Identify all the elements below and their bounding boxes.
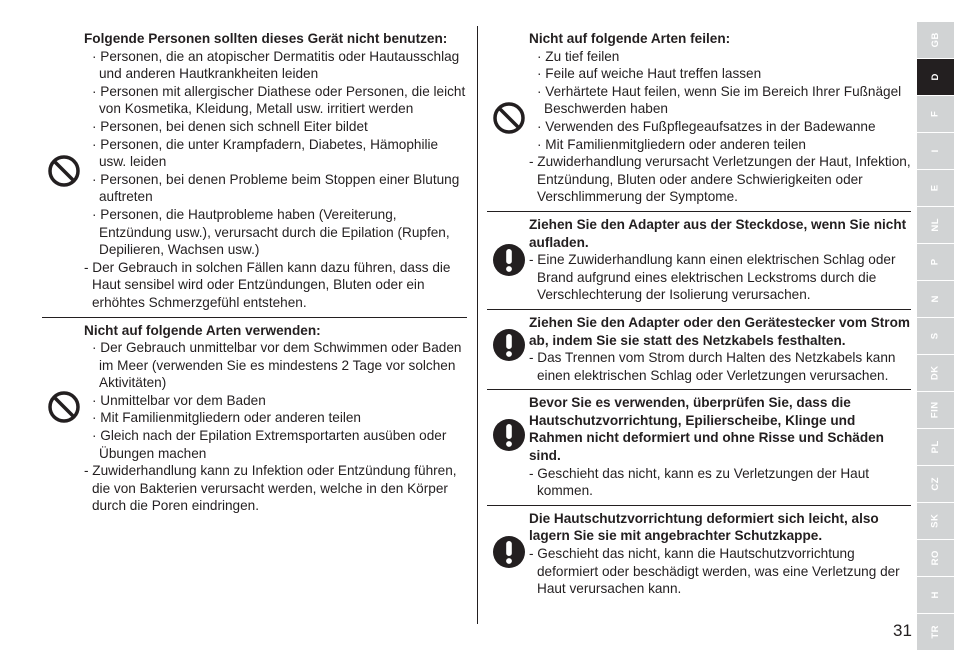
tab-label: E: [929, 184, 941, 192]
list-item: · Mit Familienmitgliedern oder anderen teilen: [537, 136, 806, 152]
column-divider: [477, 26, 478, 624]
left-column: [42, 30, 467, 515]
language-tab-d[interactable]: [917, 59, 954, 95]
language-tab-fin[interactable]: [917, 392, 954, 428]
list-item: · Mit Familienmitgliedern oder anderen teilen: [92, 410, 361, 426]
language-tab-e[interactable]: [917, 170, 954, 206]
language-tab-i[interactable]: [917, 133, 954, 169]
language-tab-pl[interactable]: [917, 429, 954, 465]
list-item: · Personen, die an atopischer Dermatitis oder Hautausschlag und anderen Hautkrankheiten leiden: [92, 48, 460, 82]
section-divider: [487, 309, 911, 310]
exclamation-icon: [491, 327, 527, 363]
block-title: Ziehen Sie den Adapter oder den Gerätestecker vom Strom ab, indem Sie sie statt des Netzkabels festhalten.: [529, 314, 910, 348]
tab-label: RO: [929, 550, 941, 566]
warning-block-adapter: [487, 216, 911, 304]
language-tab-sk[interactable]: [917, 503, 954, 539]
language-tab-dk[interactable]: [917, 355, 954, 391]
list-item: · Personen, die unter Krampfadern, Diabetes, Hämophilie usw. leiden: [92, 136, 439, 170]
block-title: Ziehen Sie den Adapter aus der Steckdose, wenn Sie nicht aufladen.: [529, 216, 907, 250]
tab-label: FIN: [929, 401, 941, 419]
list-item: · Unmittelbar vor dem Baden: [92, 392, 266, 408]
warning-block-storage: [487, 510, 911, 598]
language-tab-tr[interactable]: [917, 614, 954, 650]
exclamation-icon: [491, 242, 527, 278]
tab-label: N: [929, 295, 941, 303]
language-tab-f[interactable]: [917, 96, 954, 132]
list-item: · Personen, bei denen sich schnell Eiter bildet: [92, 118, 368, 134]
block-title: Nicht auf folgende Arten verwenden:: [84, 322, 321, 338]
list-item: · Personen, bei denen Probleme beim Stoppen einer Blutung auftreten: [92, 171, 460, 205]
tab-label: F: [929, 110, 941, 118]
warning-block-plug: [487, 314, 911, 384]
warning-block-usage: [42, 322, 467, 516]
language-tab-s[interactable]: [917, 318, 954, 354]
list-item: · Gleich nach der Epilation Extremsportarten ausüben oder Übungen machen: [92, 428, 447, 461]
list-item: · Zu tief feilen: [537, 48, 620, 64]
consequence-note: - Der Gebrauch in solchen Fällen kann dazu führen, dass die Haut sensibel wird oder Entzündungen, Bluten oder ein erhöhtes Schmerzgefühl entstehen.: [84, 259, 451, 310]
block-title: Bevor Sie es verwenden, überprüfen Sie, dass die Hautschutzvorrichtung, Epilierscheibe, Klinge und Rahmen nicht deformiert und ohne Risse und Schäden sind.: [529, 395, 884, 464]
consequence-note: - Das Trennen vom Strom durch Halten des Netzkabels kann einen elektrischen Schlag oder Verletzungen verursachen.: [529, 350, 896, 383]
language-tab-gb[interactable]: [917, 22, 954, 58]
consequence-note: - Zuwiderhandlung verursacht Verletzungen der Haut, Infektion, Entzündung, Bluten oder andere Schwierigkeiten oder Verschlimmerung der Symptome.: [529, 154, 911, 205]
tab-label: D: [929, 73, 941, 81]
page-number: 31: [893, 621, 912, 640]
consequence-note: - Zuwiderhandlung kann zu Infektion oder Entzündung führen, die von Bakterien verursacht werden, welche in den Körper durch die Poren eindringen.: [84, 463, 457, 514]
tab-label: TR: [929, 625, 941, 639]
language-tab-h[interactable]: [917, 577, 954, 613]
prohibition-icon: [46, 389, 82, 425]
prohibition-icon: [46, 153, 82, 189]
section-divider: [487, 211, 911, 212]
prohibition-icon: [491, 100, 527, 136]
section-divider: [487, 389, 911, 390]
tab-label: GB: [929, 32, 941, 48]
consequence-note: - Geschieht das nicht, kann die Hautschutzvorrichtung deformiert oder beschädigt werden, was eine Verletzung der Haut verursachen kann.: [529, 546, 900, 597]
right-column: [487, 30, 911, 598]
warning-block-persons: [42, 30, 467, 312]
block-title: Folgende Personen sollten dieses Gerät nicht benutzen:: [84, 31, 448, 46]
exclamation-icon: [491, 417, 527, 453]
tab-label: P: [929, 258, 941, 266]
warning-block-filing: [487, 30, 911, 206]
tab-label: PL: [929, 440, 941, 454]
language-tab-p[interactable]: [917, 244, 954, 280]
warning-block-inspection: [487, 394, 911, 500]
language-tab-strip: [917, 22, 954, 651]
consequence-note: - Geschieht das nicht, kann es zu Verletzungen der Haut kommen.: [529, 465, 870, 499]
block-title: Nicht auf folgende Arten feilen:: [529, 31, 731, 46]
language-tab-n[interactable]: [917, 281, 954, 317]
section-divider: [42, 317, 467, 318]
tab-label: NL: [929, 218, 941, 232]
consequence-note: - Eine Zuwiderhandlung kann einen elektrischen Schlag oder Brand aufgrund eines elektrischen Leckstroms durch die Verschlechterung der Isolierung verursachen.: [529, 252, 896, 303]
list-item: · Der Gebrauch unmittelbar vor dem Schwimmen oder Baden im Meer (verwenden Sie es mindestens 2 Tage vor solchen Aktivitäten): [92, 340, 462, 391]
language-tab-cz[interactable]: [917, 466, 954, 502]
tab-label: DK: [929, 365, 941, 381]
list-item: · Personen, die Hautprobleme haben (Vereiterung, Entzündung usw.), verursacht durch die Epilation (Rupfen, Depilieren, Wachsen usw.): [92, 206, 450, 258]
tab-label: CZ: [929, 477, 941, 491]
list-item: · Verhärtete Haut feilen, wenn Sie im Bereich Ihrer Fußnägel Beschwerden haben: [537, 83, 902, 117]
tab-label: SK: [929, 513, 941, 529]
list-item: · Feile auf weiche Haut treffen lassen: [537, 66, 762, 82]
block-title: Die Hautschutzvorrichtung deformiert sich leicht, also lagern Sie sie mit angebrachter Schutzkappe.: [529, 510, 879, 544]
tab-label: S: [929, 332, 941, 340]
list-item: · Personen mit allergischer Diathese oder Personen, die leicht von Kosmetika, Kleidung, Metall usw. irritiert werden: [92, 83, 466, 117]
language-tab-ro[interactable]: [917, 540, 954, 576]
section-divider: [487, 505, 911, 506]
tab-label: I: [929, 149, 941, 153]
list-item: · Verwenden des Fußpflegeaufsatzes in der Badewanne: [537, 118, 876, 134]
exclamation-icon: [491, 534, 527, 570]
tab-label: H: [929, 591, 941, 599]
language-tab-nl[interactable]: [917, 207, 954, 243]
